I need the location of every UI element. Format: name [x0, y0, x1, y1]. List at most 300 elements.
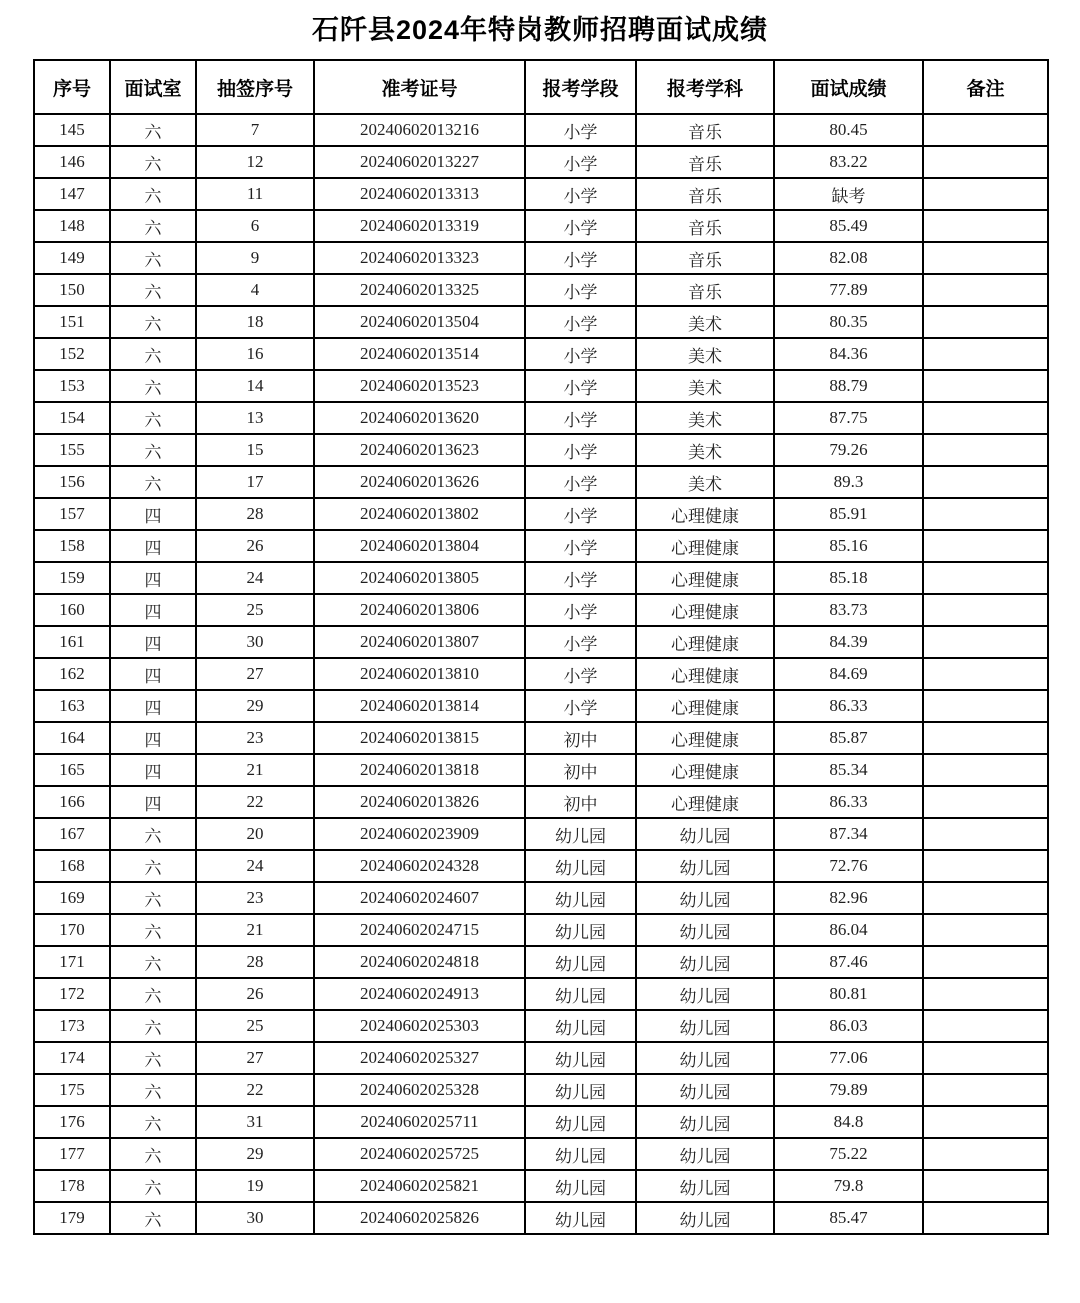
- cell-ticket-no: 20240602013523: [314, 370, 525, 402]
- cell-score: 85.87: [774, 722, 923, 754]
- cell-subject: 幼儿园: [636, 1010, 774, 1042]
- cell-stage: 小学: [525, 402, 636, 434]
- cell-index: 157: [34, 498, 110, 530]
- cell-stage: 小学: [525, 530, 636, 562]
- cell-remark: [923, 1106, 1048, 1138]
- cell-score: 84.36: [774, 338, 923, 370]
- cell-draw-no: 18: [196, 306, 314, 338]
- cell-stage: 幼儿园: [525, 1170, 636, 1202]
- cell-draw-no: 14: [196, 370, 314, 402]
- cell-score: 75.22: [774, 1138, 923, 1170]
- cell-score: 86.04: [774, 914, 923, 946]
- cell-draw-no: 11: [196, 178, 314, 210]
- cell-ticket-no: 20240602013623: [314, 434, 525, 466]
- cell-draw-no: 25: [196, 594, 314, 626]
- cell-index: 165: [34, 754, 110, 786]
- table-row: [34, 1170, 1048, 1202]
- table-row: [34, 338, 1048, 370]
- cell-remark: [923, 882, 1048, 914]
- cell-ticket-no: 20240602013620: [314, 402, 525, 434]
- cell-room: 六: [110, 1010, 196, 1042]
- table-row: [34, 466, 1048, 498]
- cell-room: 四: [110, 562, 196, 594]
- table-row: [34, 1074, 1048, 1106]
- cell-subject: 音乐: [636, 210, 774, 242]
- cell-ticket-no: 20240602013626: [314, 466, 525, 498]
- cell-room: 四: [110, 530, 196, 562]
- cell-room: 六: [110, 402, 196, 434]
- cell-subject: 心理健康: [636, 594, 774, 626]
- cell-score: 77.89: [774, 274, 923, 306]
- cell-room: 六: [110, 178, 196, 210]
- cell-subject: 音乐: [636, 146, 774, 178]
- cell-remark: [923, 594, 1048, 626]
- cell-subject: 幼儿园: [636, 882, 774, 914]
- cell-index: 166: [34, 786, 110, 818]
- cell-remark: [923, 1010, 1048, 1042]
- cell-remark: [923, 498, 1048, 530]
- cell-stage: 小学: [525, 114, 636, 146]
- cell-room: 六: [110, 1202, 196, 1234]
- cell-index: 174: [34, 1042, 110, 1074]
- cell-remark: [923, 466, 1048, 498]
- cell-score: 86.03: [774, 1010, 923, 1042]
- cell-subject: 音乐: [636, 178, 774, 210]
- cell-subject: 美术: [636, 306, 774, 338]
- cell-draw-no: 27: [196, 658, 314, 690]
- table-row: [34, 978, 1048, 1010]
- cell-subject: 幼儿园: [636, 946, 774, 978]
- cell-stage: 小学: [525, 594, 636, 626]
- cell-draw-no: 9: [196, 242, 314, 274]
- cell-index: 172: [34, 978, 110, 1010]
- table-row: [34, 626, 1048, 658]
- cell-score: 85.34: [774, 754, 923, 786]
- cell-index: 154: [34, 402, 110, 434]
- cell-subject: 心理健康: [636, 754, 774, 786]
- cell-draw-no: 23: [196, 882, 314, 914]
- cell-score: 85.16: [774, 530, 923, 562]
- cell-score: 87.34: [774, 818, 923, 850]
- cell-index: 150: [34, 274, 110, 306]
- cell-ticket-no: 20240602024818: [314, 946, 525, 978]
- cell-stage: 小学: [525, 210, 636, 242]
- cell-index: 160: [34, 594, 110, 626]
- cell-score: 87.75: [774, 402, 923, 434]
- cell-score: 85.18: [774, 562, 923, 594]
- cell-stage: 小学: [525, 146, 636, 178]
- cell-draw-no: 31: [196, 1106, 314, 1138]
- cell-subject: 幼儿园: [636, 1074, 774, 1106]
- cell-ticket-no: 20240602013514: [314, 338, 525, 370]
- cell-ticket-no: 20240602013323: [314, 242, 525, 274]
- cell-subject: 音乐: [636, 242, 774, 274]
- cell-room: 四: [110, 786, 196, 818]
- cell-ticket-no: 20240602013806: [314, 594, 525, 626]
- cell-ticket-no: 20240602025711: [314, 1106, 525, 1138]
- cell-ticket-no: 20240602025328: [314, 1074, 525, 1106]
- cell-room: 四: [110, 690, 196, 722]
- cell-stage: 小学: [525, 562, 636, 594]
- cell-draw-no: 29: [196, 690, 314, 722]
- cell-stage: 幼儿园: [525, 1106, 636, 1138]
- table-row: [34, 242, 1048, 274]
- cell-subject: 心理健康: [636, 786, 774, 818]
- cell-ticket-no: 20240602013826: [314, 786, 525, 818]
- cell-remark: [923, 530, 1048, 562]
- cell-remark: [923, 306, 1048, 338]
- cell-room: 六: [110, 978, 196, 1010]
- cell-stage: 初中: [525, 786, 636, 818]
- cell-index: 163: [34, 690, 110, 722]
- cell-remark: [923, 658, 1048, 690]
- cell-stage: 幼儿园: [525, 1042, 636, 1074]
- cell-remark: [923, 978, 1048, 1010]
- cell-stage: 小学: [525, 178, 636, 210]
- cell-remark: [923, 434, 1048, 466]
- table-row: [34, 658, 1048, 690]
- cell-ticket-no: 20240602025327: [314, 1042, 525, 1074]
- table-row: [34, 1010, 1048, 1042]
- cell-score: 84.39: [774, 626, 923, 658]
- cell-subject: 心理健康: [636, 530, 774, 562]
- cell-score: 83.22: [774, 146, 923, 178]
- cell-room: 六: [110, 338, 196, 370]
- cell-score: 84.8: [774, 1106, 923, 1138]
- table-row: [34, 818, 1048, 850]
- cell-ticket-no: 20240602013319: [314, 210, 525, 242]
- cell-draw-no: 20: [196, 818, 314, 850]
- header-ticket-no: 准考证号: [314, 60, 525, 114]
- cell-index: 171: [34, 946, 110, 978]
- cell-remark: [923, 754, 1048, 786]
- cell-stage: 幼儿园: [525, 882, 636, 914]
- cell-index: 178: [34, 1170, 110, 1202]
- cell-subject: 美术: [636, 338, 774, 370]
- cell-remark: [923, 914, 1048, 946]
- cell-ticket-no: 20240602013818: [314, 754, 525, 786]
- cell-draw-no: 29: [196, 1138, 314, 1170]
- cell-score: 缺考: [774, 178, 923, 210]
- table-row: [34, 850, 1048, 882]
- cell-score: 85.47: [774, 1202, 923, 1234]
- cell-draw-no: 26: [196, 530, 314, 562]
- header-subject: 报考学科: [636, 60, 774, 114]
- cell-stage: 幼儿园: [525, 818, 636, 850]
- cell-draw-no: 12: [196, 146, 314, 178]
- cell-remark: [923, 850, 1048, 882]
- cell-ticket-no: 20240602013504: [314, 306, 525, 338]
- cell-subject: 音乐: [636, 274, 774, 306]
- cell-draw-no: 24: [196, 850, 314, 882]
- cell-ticket-no: 20240602024607: [314, 882, 525, 914]
- cell-score: 85.91: [774, 498, 923, 530]
- cell-score: 82.08: [774, 242, 923, 274]
- cell-ticket-no: 20240602024328: [314, 850, 525, 882]
- cell-draw-no: 22: [196, 786, 314, 818]
- cell-draw-no: 28: [196, 498, 314, 530]
- cell-remark: [923, 402, 1048, 434]
- table-row: [34, 1202, 1048, 1234]
- cell-index: 164: [34, 722, 110, 754]
- cell-stage: 小学: [525, 466, 636, 498]
- header-room: 面试室: [110, 60, 196, 114]
- cell-index: 175: [34, 1074, 110, 1106]
- cell-index: 173: [34, 1010, 110, 1042]
- cell-score: 85.49: [774, 210, 923, 242]
- cell-draw-no: 28: [196, 946, 314, 978]
- cell-ticket-no: 20240602025303: [314, 1010, 525, 1042]
- cell-stage: 幼儿园: [525, 1010, 636, 1042]
- cell-stage: 小学: [525, 658, 636, 690]
- cell-subject: 美术: [636, 370, 774, 402]
- table-row: [34, 594, 1048, 626]
- cell-index: 148: [34, 210, 110, 242]
- cell-remark: [923, 1074, 1048, 1106]
- cell-room: 六: [110, 274, 196, 306]
- cell-room: 六: [110, 1074, 196, 1106]
- cell-subject: 心理健康: [636, 722, 774, 754]
- cell-index: 168: [34, 850, 110, 882]
- cell-room: 六: [110, 466, 196, 498]
- cell-score: 80.35: [774, 306, 923, 338]
- cell-ticket-no: 20240602013805: [314, 562, 525, 594]
- cell-subject: 美术: [636, 402, 774, 434]
- cell-index: 161: [34, 626, 110, 658]
- cell-score: 79.8: [774, 1170, 923, 1202]
- cell-stage: 幼儿园: [525, 914, 636, 946]
- cell-stage: 幼儿园: [525, 1202, 636, 1234]
- cell-room: 六: [110, 146, 196, 178]
- cell-subject: 幼儿园: [636, 818, 774, 850]
- cell-ticket-no: 20240602025826: [314, 1202, 525, 1234]
- cell-stage: 小学: [525, 242, 636, 274]
- cell-remark: [923, 146, 1048, 178]
- cell-room: 六: [110, 1138, 196, 1170]
- cell-subject: 幼儿园: [636, 1170, 774, 1202]
- cell-index: 176: [34, 1106, 110, 1138]
- cell-score: 86.33: [774, 690, 923, 722]
- cell-remark: [923, 242, 1048, 274]
- cell-ticket-no: 20240602013810: [314, 658, 525, 690]
- cell-stage: 幼儿园: [525, 1074, 636, 1106]
- table-row: [34, 370, 1048, 402]
- cell-stage: 小学: [525, 434, 636, 466]
- cell-remark: [923, 1042, 1048, 1074]
- cell-index: 169: [34, 882, 110, 914]
- header-score: 面试成绩: [774, 60, 923, 114]
- cell-room: 六: [110, 1170, 196, 1202]
- cell-draw-no: 23: [196, 722, 314, 754]
- cell-index: 159: [34, 562, 110, 594]
- cell-score: 89.3: [774, 466, 923, 498]
- cell-score: 80.45: [774, 114, 923, 146]
- cell-stage: 幼儿园: [525, 850, 636, 882]
- header-remark: 备注: [923, 60, 1048, 114]
- cell-score: 79.26: [774, 434, 923, 466]
- cell-stage: 幼儿园: [525, 946, 636, 978]
- cell-remark: [923, 178, 1048, 210]
- cell-room: 六: [110, 242, 196, 274]
- cell-room: 六: [110, 306, 196, 338]
- table-row: [34, 434, 1048, 466]
- table-row: [34, 114, 1048, 146]
- cell-stage: 小学: [525, 338, 636, 370]
- table-row: [34, 914, 1048, 946]
- cell-ticket-no: 20240602024715: [314, 914, 525, 946]
- cell-remark: [923, 1170, 1048, 1202]
- cell-score: 79.89: [774, 1074, 923, 1106]
- cell-stage: 小学: [525, 498, 636, 530]
- cell-ticket-no: 20240602013807: [314, 626, 525, 658]
- cell-room: 六: [110, 882, 196, 914]
- cell-room: 六: [110, 850, 196, 882]
- table-row: [34, 210, 1048, 242]
- cell-room: 四: [110, 594, 196, 626]
- cell-index: 152: [34, 338, 110, 370]
- cell-room: 六: [110, 914, 196, 946]
- cell-index: 149: [34, 242, 110, 274]
- cell-draw-no: 13: [196, 402, 314, 434]
- cell-score: 88.79: [774, 370, 923, 402]
- cell-subject: 心理健康: [636, 658, 774, 690]
- cell-remark: [923, 786, 1048, 818]
- cell-draw-no: 27: [196, 1042, 314, 1074]
- cell-ticket-no: 20240602013227: [314, 146, 525, 178]
- page-title: 石阡县2024年特岗教师招聘面试成绩: [311, 15, 769, 45]
- cell-room: 六: [110, 818, 196, 850]
- cell-score: 72.76: [774, 850, 923, 882]
- cell-subject: 幼儿园: [636, 1202, 774, 1234]
- cell-remark: [923, 690, 1048, 722]
- cell-stage: 小学: [525, 274, 636, 306]
- table-row: [34, 1042, 1048, 1074]
- table-row: [34, 786, 1048, 818]
- cell-ticket-no: 20240602024913: [314, 978, 525, 1010]
- cell-draw-no: 7: [196, 114, 314, 146]
- cell-draw-no: 30: [196, 626, 314, 658]
- cell-index: 146: [34, 146, 110, 178]
- cell-stage: 幼儿园: [525, 978, 636, 1010]
- table-row: [34, 722, 1048, 754]
- cell-draw-no: 6: [196, 210, 314, 242]
- cell-subject: 心理健康: [636, 562, 774, 594]
- cell-index: 151: [34, 306, 110, 338]
- cell-index: 145: [34, 114, 110, 146]
- cell-stage: 小学: [525, 626, 636, 658]
- cell-room: 六: [110, 370, 196, 402]
- header-index: 序号: [34, 60, 110, 114]
- cell-draw-no: 15: [196, 434, 314, 466]
- cell-subject: 幼儿园: [636, 1106, 774, 1138]
- cell-remark: [923, 1138, 1048, 1170]
- scores-table: [33, 59, 1049, 1235]
- cell-stage: 幼儿园: [525, 1138, 636, 1170]
- cell-draw-no: 30: [196, 1202, 314, 1234]
- cell-ticket-no: 20240602025725: [314, 1138, 525, 1170]
- cell-draw-no: 16: [196, 338, 314, 370]
- cell-subject: 美术: [636, 466, 774, 498]
- cell-remark: [923, 1202, 1048, 1234]
- cell-room: 四: [110, 498, 196, 530]
- cell-draw-no: 21: [196, 914, 314, 946]
- cell-score: 77.06: [774, 1042, 923, 1074]
- cell-room: 六: [110, 1042, 196, 1074]
- cell-ticket-no: 20240602013802: [314, 498, 525, 530]
- cell-ticket-no: 20240602023909: [314, 818, 525, 850]
- cell-remark: [923, 210, 1048, 242]
- cell-score: 87.46: [774, 946, 923, 978]
- cell-score: 84.69: [774, 658, 923, 690]
- cell-draw-no: 17: [196, 466, 314, 498]
- cell-subject: 幼儿园: [636, 1042, 774, 1074]
- cell-remark: [923, 722, 1048, 754]
- cell-remark: [923, 562, 1048, 594]
- cell-room: 六: [110, 434, 196, 466]
- cell-stage: 小学: [525, 690, 636, 722]
- cell-ticket-no: 20240602013313: [314, 178, 525, 210]
- table-row: [34, 946, 1048, 978]
- cell-remark: [923, 274, 1048, 306]
- cell-index: 158: [34, 530, 110, 562]
- cell-ticket-no: 20240602013815: [314, 722, 525, 754]
- cell-subject: 幼儿园: [636, 978, 774, 1010]
- header-stage: 报考学段: [525, 60, 636, 114]
- cell-room: 六: [110, 210, 196, 242]
- cell-ticket-no: 20240602013814: [314, 690, 525, 722]
- cell-room: 四: [110, 626, 196, 658]
- table-row: [34, 1106, 1048, 1138]
- cell-score: 86.33: [774, 786, 923, 818]
- cell-ticket-no: 20240602025821: [314, 1170, 525, 1202]
- cell-room: 六: [110, 114, 196, 146]
- cell-index: 147: [34, 178, 110, 210]
- cell-index: 153: [34, 370, 110, 402]
- cell-subject: 幼儿园: [636, 914, 774, 946]
- table-row: [34, 274, 1048, 306]
- cell-room: 四: [110, 722, 196, 754]
- cell-index: 179: [34, 1202, 110, 1234]
- cell-draw-no: 4: [196, 274, 314, 306]
- table-row: [34, 146, 1048, 178]
- cell-ticket-no: 20240602013216: [314, 114, 525, 146]
- cell-stage: 初中: [525, 754, 636, 786]
- cell-remark: [923, 338, 1048, 370]
- header-draw-no: 抽签序号: [196, 60, 314, 114]
- cell-remark: [923, 114, 1048, 146]
- cell-score: 80.81: [774, 978, 923, 1010]
- cell-draw-no: 22: [196, 1074, 314, 1106]
- cell-remark: [923, 370, 1048, 402]
- cell-subject: 心理健康: [636, 690, 774, 722]
- cell-draw-no: 25: [196, 1010, 314, 1042]
- cell-score: 82.96: [774, 882, 923, 914]
- table-row: [34, 498, 1048, 530]
- cell-score: 83.73: [774, 594, 923, 626]
- cell-index: 156: [34, 466, 110, 498]
- table-row: [34, 754, 1048, 786]
- cell-index: 177: [34, 1138, 110, 1170]
- cell-draw-no: 26: [196, 978, 314, 1010]
- cell-index: 155: [34, 434, 110, 466]
- cell-subject: 美术: [636, 434, 774, 466]
- cell-index: 170: [34, 914, 110, 946]
- cell-index: 167: [34, 818, 110, 850]
- header-row: [34, 60, 1048, 114]
- cell-subject: 心理健康: [636, 626, 774, 658]
- cell-subject: 幼儿园: [636, 850, 774, 882]
- cell-room: 六: [110, 946, 196, 978]
